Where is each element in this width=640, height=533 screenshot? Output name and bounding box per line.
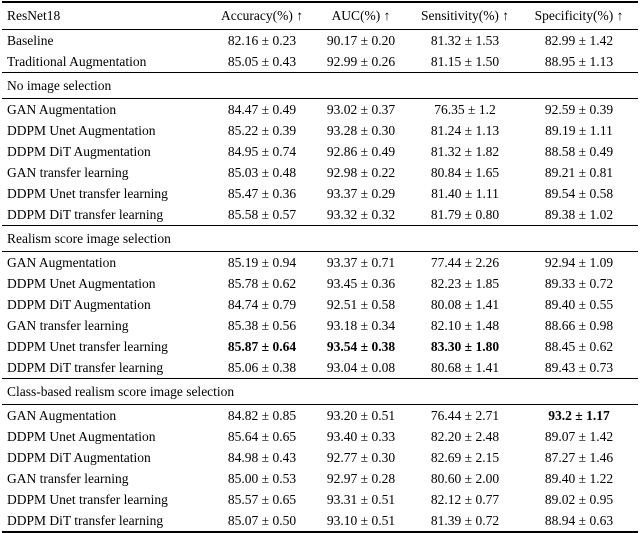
metric-value: 92.94 ± 1.09 [544, 254, 614, 270]
table-row [2, 426, 638, 447]
row-label: GAN transfer learning [7, 164, 129, 180]
metric-value: 88.66 ± 0.98 [544, 317, 614, 333]
metric-value: 93.04 ± 0.08 [326, 359, 396, 375]
metric-value: 88.94 ± 0.63 [544, 512, 614, 528]
row-label: DDPM Unet Augmentation [7, 122, 156, 138]
metric-value: 93.18 ± 0.34 [326, 317, 396, 333]
metric-value: 80.84 ± 1.65 [430, 164, 500, 180]
metric-value: 85.05 ± 0.43 [227, 53, 297, 69]
table-row [2, 204, 638, 226]
metric-value: 82.23 ± 1.85 [430, 275, 500, 291]
table-row [2, 99, 638, 121]
row-label: DDPM DiT Augmentation [7, 143, 151, 159]
row-label: GAN Augmentation [7, 407, 117, 423]
row-label: DDPM DiT transfer learning [7, 359, 164, 375]
metric-value: 85.19 ± 0.94 [227, 254, 297, 270]
table-body [2, 30, 638, 533]
metric-value: 81.15 ± 1.50 [430, 53, 500, 69]
metric-value: 82.10 ± 1.48 [430, 317, 500, 333]
section-header-row [2, 379, 638, 405]
metric-value: 89.38 ± 1.02 [544, 206, 614, 222]
metric-value: 89.54 ± 0.58 [544, 185, 614, 201]
metric-value: 81.24 ± 1.13 [430, 122, 500, 138]
metric-value: 85.03 ± 0.48 [227, 164, 297, 180]
metric-value: 89.40 ± 1.22 [544, 470, 614, 486]
metric-value: 82.16 ± 0.23 [227, 32, 297, 48]
table-row [2, 273, 638, 294]
metric-column-header: Specificity(%) ↑ [534, 8, 624, 23]
row-label: DDPM DiT transfer learning [7, 512, 164, 528]
metric-value: 81.39 ± 0.72 [430, 512, 500, 528]
table-row [2, 510, 638, 532]
metric-value: 85.78 ± 0.62 [227, 275, 297, 291]
row-label: GAN Augmentation [7, 101, 117, 117]
metric-value: 80.08 ± 1.41 [430, 296, 500, 312]
metric-value: 93.40 ± 0.33 [326, 428, 396, 444]
row-label: DDPM Unet Augmentation [7, 428, 156, 444]
row-label: DDPM Unet transfer learning [7, 491, 168, 507]
section-header-row [2, 73, 638, 99]
metric-value: 92.97 ± 0.28 [326, 470, 396, 486]
metric-value: 82.20 ± 2.48 [430, 428, 500, 444]
results-table [2, 1, 638, 533]
table-row [2, 252, 638, 274]
row-label: DDPM Unet Augmentation [7, 275, 156, 291]
metric-value: 87.27 ± 1.46 [544, 449, 614, 465]
metric-value: 92.59 ± 0.39 [544, 101, 614, 117]
metric-value: 76.44 ± 2.71 [430, 407, 500, 423]
row-label: Traditional Augmentation [7, 53, 147, 69]
metric-column-header: Sensitivity(%) ↑ [420, 8, 510, 23]
metric-value: 82.69 ± 2.15 [430, 449, 500, 465]
metric-value: 89.19 ± 1.11 [545, 122, 613, 138]
metric-value: 82.99 ± 1.42 [544, 32, 614, 48]
metric-value: 92.51 ± 0.58 [326, 296, 396, 312]
metric-value: 93.37 ± 0.71 [326, 254, 396, 270]
metric-value: 92.99 ± 0.26 [326, 53, 396, 69]
row-label: DDPM Unet transfer learning [7, 185, 168, 201]
header-row [2, 2, 638, 30]
section-title: Class-based realism score image selection [7, 383, 235, 399]
row-label: DDPM DiT transfer learning [7, 206, 164, 222]
metric-value: 93.2 ± 1.17 [548, 407, 610, 423]
row-label: GAN Augmentation [7, 254, 117, 270]
table-row [2, 405, 638, 427]
metric-value: 90.17 ± 0.20 [326, 32, 396, 48]
metric-value: 83.30 ± 1.80 [430, 338, 500, 354]
metric-value: 80.60 ± 2.00 [430, 470, 500, 486]
metric-value: 92.86 ± 0.49 [326, 143, 396, 159]
section-title: Realism score image selection [7, 230, 171, 246]
metric-value: 88.45 ± 0.62 [544, 338, 614, 354]
metric-value: 93.10 ± 0.51 [326, 512, 396, 528]
metric-value: 76.35 ± 1.2 [434, 101, 496, 117]
metric-value: 93.20 ± 0.51 [326, 407, 396, 423]
metric-value: 93.54 ± 0.38 [326, 338, 396, 354]
table-row [2, 294, 638, 315]
metric-value: 84.98 ± 0.43 [227, 449, 297, 465]
section-header-row [2, 226, 638, 252]
table-row [2, 315, 638, 336]
metric-value: 89.43 ± 0.73 [544, 359, 614, 375]
row-label: GAN transfer learning [7, 317, 129, 333]
section-title: No image selection [7, 77, 112, 93]
metric-value: 89.02 ± 0.95 [544, 491, 614, 507]
metric-value: 85.58 ± 0.57 [227, 206, 297, 222]
table-row [2, 30, 638, 52]
table-row [2, 468, 638, 489]
metric-value: 81.40 ± 1.11 [431, 185, 499, 201]
metric-value: 89.33 ± 0.72 [544, 275, 614, 291]
metric-value: 80.68 ± 1.41 [430, 359, 500, 375]
metric-value: 84.95 ± 0.74 [227, 143, 297, 159]
model-column-header: ResNet18 [7, 8, 61, 23]
metric-value: 89.07 ± 1.42 [544, 428, 614, 444]
metric-value: 85.06 ± 0.38 [227, 359, 297, 375]
table-row [2, 120, 638, 141]
table-row [2, 141, 638, 162]
metric-value: 92.98 ± 0.22 [326, 164, 396, 180]
table-row [2, 183, 638, 204]
row-label: DDPM DiT Augmentation [7, 449, 151, 465]
table-row [2, 489, 638, 510]
metric-value: 85.64 ± 0.65 [227, 428, 297, 444]
metric-value: 89.40 ± 0.55 [544, 296, 614, 312]
metric-value: 85.57 ± 0.65 [227, 491, 297, 507]
metric-value: 92.77 ± 0.30 [326, 449, 396, 465]
metric-value: 85.07 ± 0.50 [227, 512, 297, 528]
table-header [2, 2, 638, 30]
metric-value: 93.02 ± 0.37 [326, 101, 396, 117]
metric-value: 93.37 ± 0.29 [326, 185, 396, 201]
metric-value: 85.87 ± 0.64 [227, 338, 297, 354]
metric-value: 88.58 ± 0.49 [544, 143, 614, 159]
row-label: DDPM Unet transfer learning [7, 338, 168, 354]
metric-column-header: AUC(%) ↑ [331, 8, 391, 23]
metric-value: 93.32 ± 0.32 [326, 206, 396, 222]
row-label: DDPM DiT Augmentation [7, 296, 151, 312]
row-label: GAN transfer learning [7, 470, 129, 486]
row-label: Baseline [7, 32, 54, 48]
metric-value: 82.12 ± 0.77 [430, 491, 500, 507]
metric-value: 85.47 ± 0.36 [227, 185, 297, 201]
metric-column-header: Accuracy(%) ↑ [220, 8, 304, 23]
metric-value: 85.22 ± 0.39 [227, 122, 297, 138]
table-row [2, 51, 638, 73]
metric-value: 85.00 ± 0.53 [227, 470, 297, 486]
metric-value: 77.44 ± 2.26 [430, 254, 500, 270]
metric-value: 89.21 ± 0.81 [544, 164, 614, 180]
metric-value: 93.28 ± 0.30 [326, 122, 396, 138]
metric-value: 84.74 ± 0.79 [227, 296, 297, 312]
table-row [2, 447, 638, 468]
table-row [2, 162, 638, 183]
table-row [2, 336, 638, 357]
metric-value: 85.38 ± 0.56 [227, 317, 297, 333]
metric-value: 81.79 ± 0.80 [430, 206, 500, 222]
metric-value: 88.95 ± 1.13 [544, 53, 614, 69]
table-row [2, 357, 638, 379]
metric-value: 93.45 ± 0.36 [326, 275, 396, 291]
metric-value: 93.31 ± 0.51 [326, 491, 396, 507]
metric-value: 81.32 ± 1.53 [430, 32, 500, 48]
metric-value: 84.82 ± 0.85 [227, 407, 297, 423]
metric-value: 81.32 ± 1.82 [430, 143, 500, 159]
metric-value: 84.47 ± 0.49 [227, 101, 297, 117]
